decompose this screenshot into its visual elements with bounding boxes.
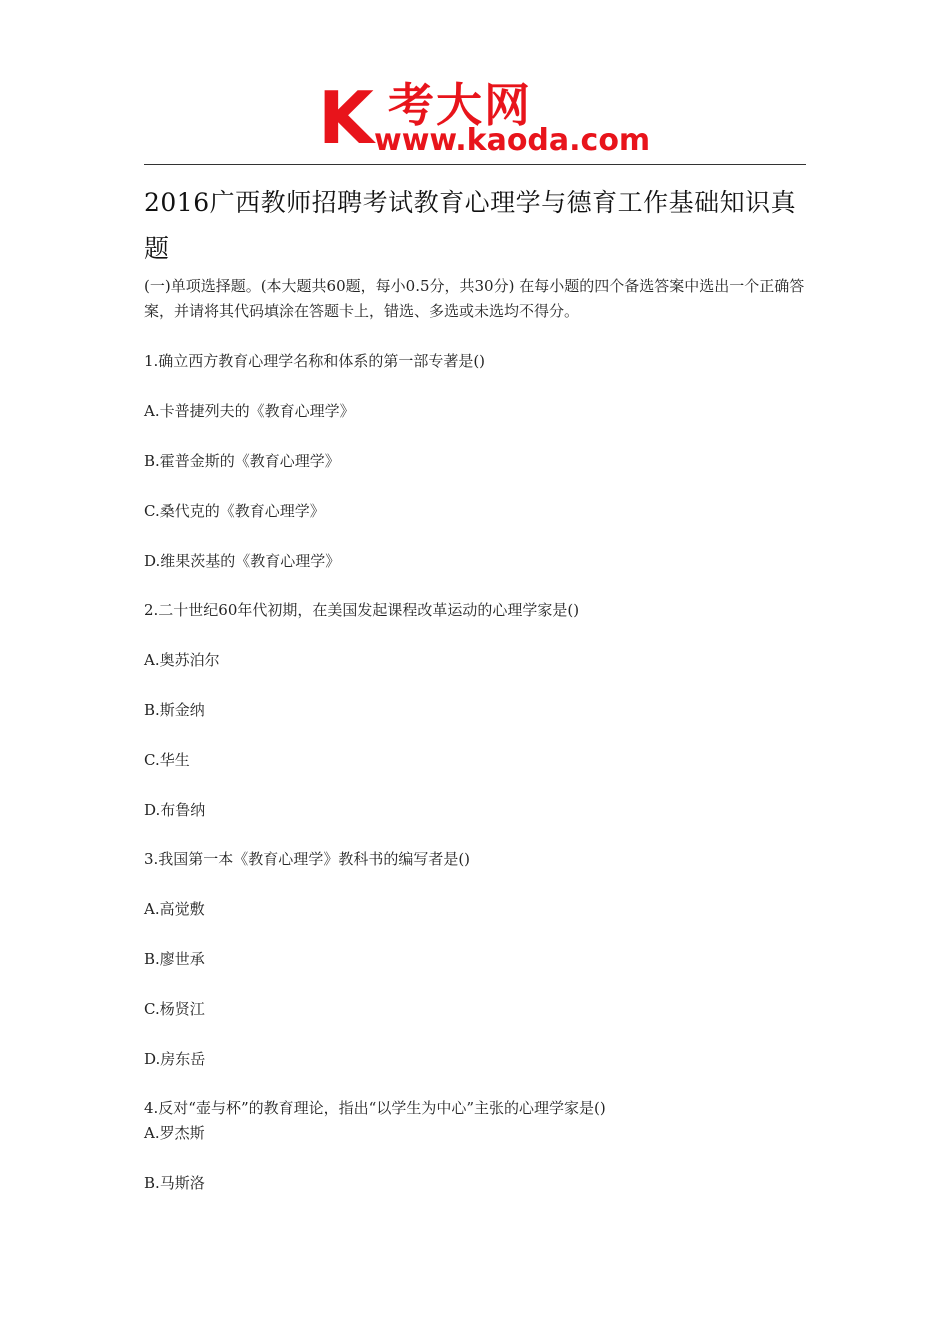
question-4-stem: 4.反对“壶与杯”的教育理论，指出“以学生为中心”主张的心理学家是() <box>144 1099 606 1117</box>
question-2-option-d: D.布鲁纳 <box>144 801 206 819</box>
question-1-stem: 1.确立西方教育心理学名称和体系的第一部专著是() <box>144 352 486 370</box>
header-divider <box>144 164 806 165</box>
document-title: 2016广西教师招聘考试教育心理学与德育工作基础知识真题 <box>144 188 797 263</box>
question-1-option-b: B.霍普金斯的《教育心理学》 <box>144 452 340 470</box>
question-2-option-b: B.斯金纳 <box>144 701 205 719</box>
question-4-option-a: A.罗杰斯 <box>144 1124 205 1142</box>
question-2-option-c: C.华生 <box>144 751 190 769</box>
kaoda-logo <box>318 76 651 160</box>
question-4-option-b: B.马斯洛 <box>144 1174 205 1192</box>
question-3-option-d: D.房东岳 <box>144 1050 206 1068</box>
question-3-stem: 3.我国第一本《教育心理学》教科书的编写者是() <box>144 850 471 868</box>
question-2-stem: 2.二十世纪60年代初期，在美国发起课程改革运动的心理学家是() <box>144 601 580 619</box>
logo-brand-name: 考大网 <box>388 78 532 132</box>
logo-url: www.kaoda.com <box>374 123 651 158</box>
question-3-option-b: B.廖世承 <box>144 950 205 968</box>
question-1-option-c: C.桑代克的《教育心理学》 <box>144 502 325 520</box>
question-1-option-a: A.卡普捷列夫的《教育心理学》 <box>144 402 355 420</box>
question-3-option-c: C.杨贤江 <box>144 1000 205 1018</box>
question-3-option-a: A.高觉敷 <box>144 900 205 918</box>
question-2-option-a: A.奥苏泊尔 <box>144 651 220 669</box>
logo-k-letter: K <box>318 76 372 160</box>
section-instructions: (一)单项选择题。(本大题共60题，每小0.5分，共30分) 在每小题的四个备选答案中选出一个正确答案，并请将其代码填涂在答题卡上，错选、多选或未选均不得分。 <box>144 277 805 320</box>
question-1-option-d: D.维果茨基的《教育心理学》 <box>144 552 341 570</box>
